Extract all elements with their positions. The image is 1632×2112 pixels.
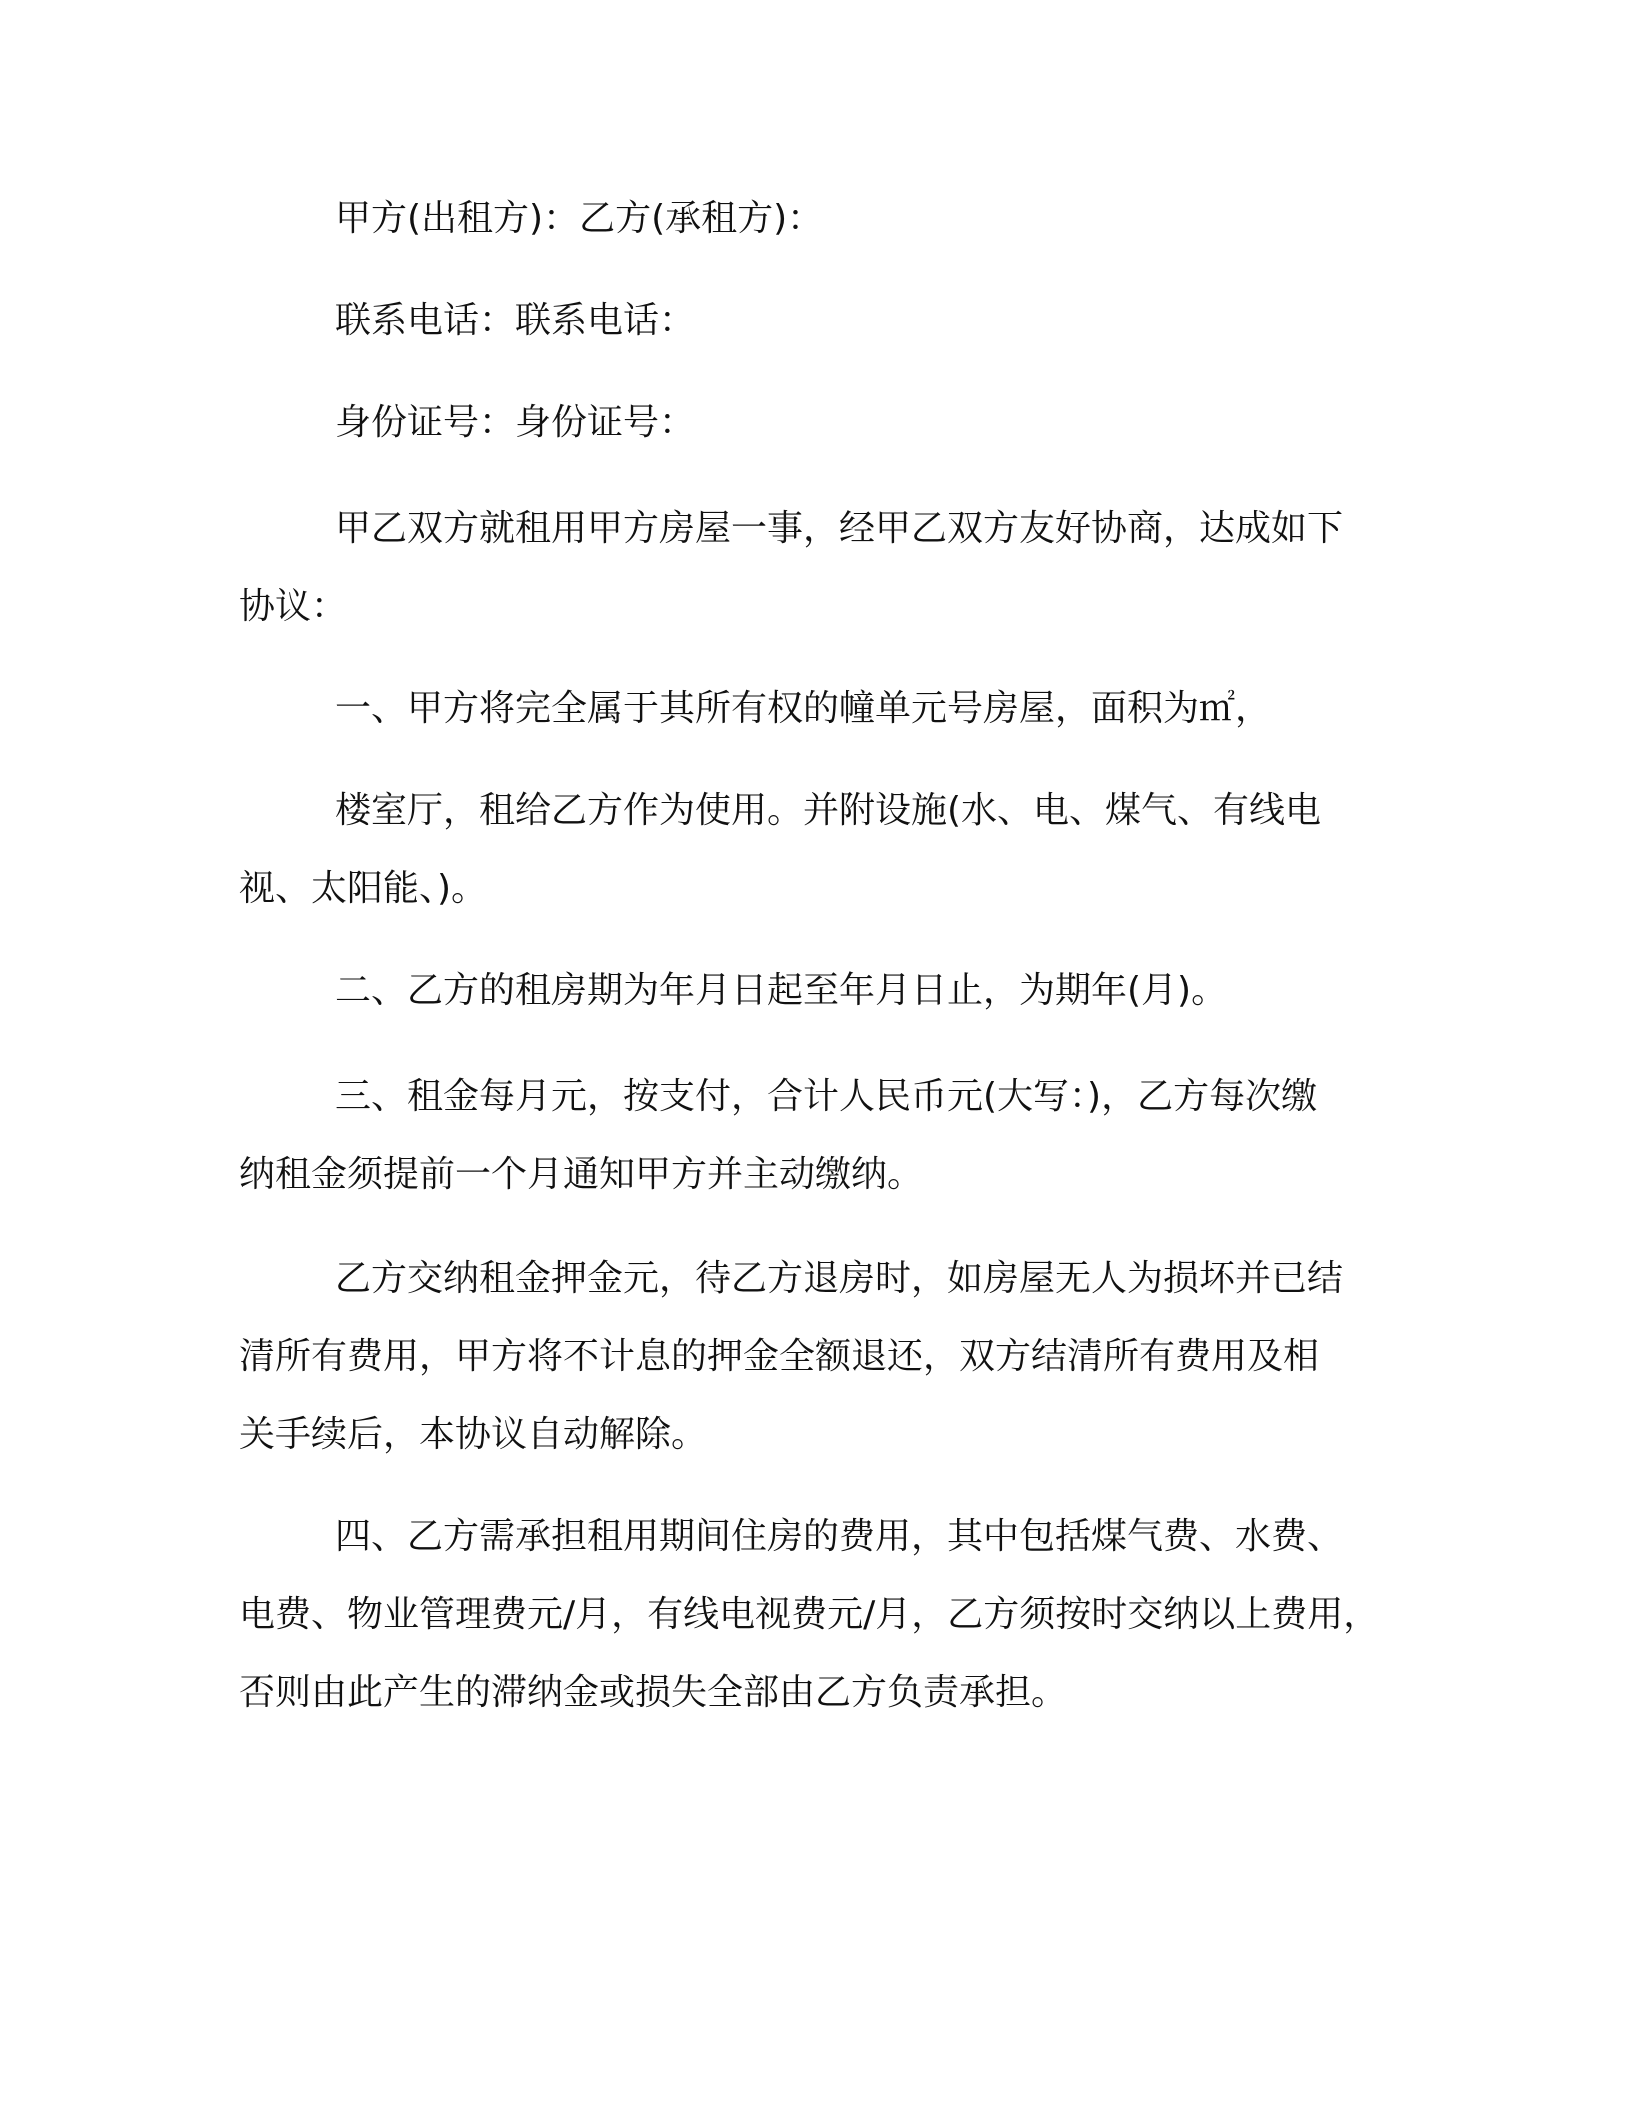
paragraph-parties [239,180,1414,258]
text-line: 协议： [239,586,348,627]
paragraph-clause-4 [239,1498,1414,1732]
paragraph-intro [239,490,1414,646]
text-line: 清所有费用，甲方将不计息的押金全额退还，双方结清所有费用及相 [239,1336,1320,1377]
text-line: 楼室厅，租给乙方作为使用。并附设施(水、电、煤气、有线电 [335,790,1322,831]
text-line: 三、租金每月元，按支付，合计人民币元(大写：)，乙方每次缴 [335,1076,1318,1117]
text-line: 四、乙方需承担租用期间住房的费用，其中包括煤气费、水费、 [335,1516,1344,1557]
paragraph-clause-1 [239,670,1414,748]
paragraph-id-number [239,384,1414,462]
text-line: 甲方(出租方)：乙方(承租方)： [335,198,824,239]
text-line: 乙方交纳租金押金元，待乙方退房时，如房屋无人为损坏并已结 [335,1258,1344,1299]
text-line: 电费、物业管理费元/月，有线电视费元/月，乙方须按时交纳以上费用， [239,1594,1380,1635]
paragraph-clause-1-cont [239,772,1414,928]
text-line: 二、乙方的租房期为年月日起至年月日止，为期年(月)。 [335,970,1228,1011]
paragraph-deposit [239,1240,1414,1474]
text-line: 甲乙双方就租用甲方房屋一事，经甲乙双方友好协商，达成如下 [335,508,1344,549]
paragraph-clause-2 [239,952,1414,1030]
text-line: 否则由此产生的滞纳金或损失全部由乙方负责承担。 [239,1672,1068,1713]
paragraph-phone [239,282,1414,360]
text-line: 视、太阳能、)。 [239,868,488,909]
text-line: 关手续后，本协议自动解除。 [239,1414,708,1455]
text-line: 身份证号：身份证号： [335,402,696,443]
paragraph-clause-3 [239,1058,1414,1214]
text-line: 纳租金须提前一个月通知甲方并主动缴纳。 [239,1154,924,1195]
text-line: 联系电话：联系电话： [335,300,696,341]
text-line: 一、甲方将完全属于其所有权的幢单元号房屋，面积为㎡， [335,688,1272,729]
